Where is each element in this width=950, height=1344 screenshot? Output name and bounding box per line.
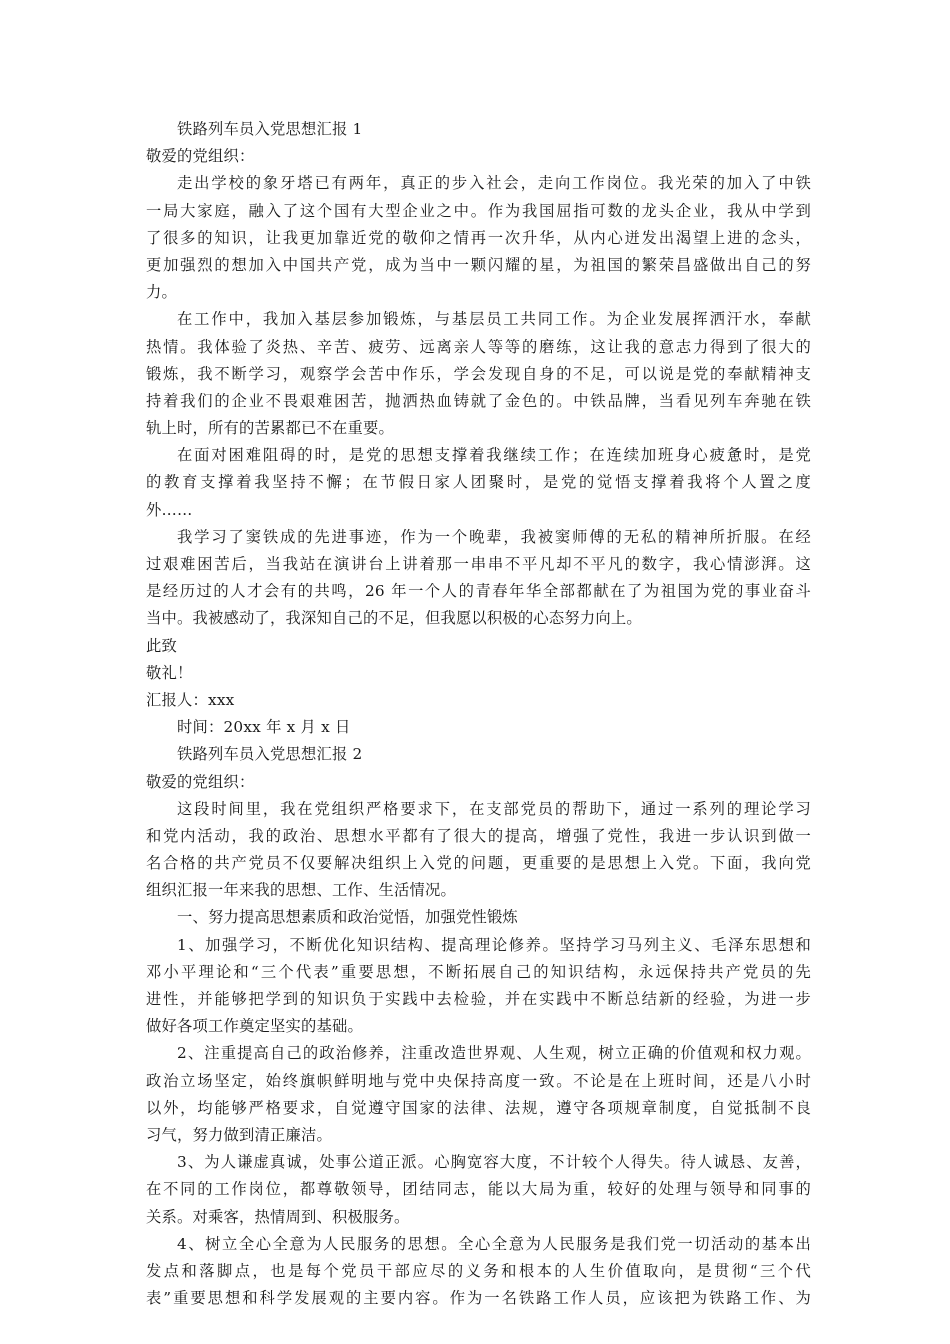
text-line: 名合格的共产党员不仅要解决组织上入党的问题，更重要的是思想上入党。下面，我向党 [146, 854, 811, 873]
text-line: 在面对困难阻碍的时，是党的思想支撑着我继续工作；在连续加班身心疲惫时，是党 [177, 446, 811, 465]
text-line: 更加强烈的想加入中国共产党，成为当中一颗闪耀的星，为祖国的繁荣昌盛做出自己的努 [146, 255, 811, 274]
text-line: 以外，均能够严格要求，自觉遵守国家的法律、法规，遵守各项规章制度，自觉抵制不良 [146, 1098, 811, 1117]
text-line: 一、努力提高思想素质和政治觉悟，加强党性锻炼 [177, 908, 518, 927]
text-line: 和党内活动，我的政治、思想水平都有了很大的提高，增强了党性，我进一步认识到做一 [146, 826, 811, 845]
text-line: 在不同的工作岗位，都尊敬领导，团结同志，能以大局为重，较好的处理与领导和同事的 [146, 1180, 811, 1199]
text-line: 铁路列车员入党思想汇报 1 [177, 120, 363, 138]
text-line: 进性，并能够把学到的知识负于实践中去检验，并在实践中不断总结新的经验，为进一步 [146, 990, 811, 1008]
text-line: 我学习了窦铁成的先进事迹，作为一个晚辈，我被窦师傅的无私的精神所折服。在经 [177, 527, 811, 546]
text-line: 这段时间里，我在党组织严格要求下，在支部党员的帮助下，通过一系列的理论学习 [177, 799, 811, 818]
text-line: 一局大家庭，融入了这个国有大型企业之中。作为我国屈指可数的龙头企业，我从中学到 [146, 201, 811, 220]
text-line: 敬爱的党组织： [146, 772, 255, 791]
text-line: 轨上时，所有的苦累都已不在重要。 [146, 419, 394, 438]
text-line: 走出学校的象牙塔已有两年，真正的步入社会，走向工作岗位。我光荣的加入了中铁 [177, 174, 811, 193]
text-line: 此致 [146, 636, 177, 655]
text-line: 过艰难困苦后，当我站在演讲台上讲着那一串串不平凡却不平凡的数字，我心情澎湃。这 [146, 555, 811, 573]
text-line: 当中。我被感动了，我深知自己的不足，但我愿以积极的心态努力向上。 [146, 609, 642, 628]
text-line: 外…… [146, 500, 193, 519]
text-line: 组织汇报一年来我的思想、工作、生活情况。 [146, 881, 456, 900]
text-line: 关系。对乘客，热情周到、积极服务。 [146, 1207, 410, 1226]
text-line: 政治立场坚定，始终旗帜鲜明地与党中央保持高度一致。不论是在上班时间，还是八小时 [146, 1071, 811, 1090]
text-line: 敬礼！ [146, 663, 193, 682]
text-line: 2、注重提高自己的政治修养，注重改造世界观、人生观，树立正确的价值观和权力观。 [177, 1044, 811, 1063]
text-line: 发点和落脚点，也是每个党员干部应尽的义务和根本的人生价值取向，是贯彻“三个代 [146, 1261, 811, 1280]
text-line: 敬爱的党组织： [146, 147, 255, 166]
text-line: 热情。我体验了炎热、辛苦、疲劳、远离亲人等等的磨练，这让我的意志力得到了很大的 [146, 337, 811, 356]
text-line: 力。 [146, 283, 177, 302]
text-line: 在工作中，我加入基层参加锻炼，与基层员工共同工作。为企业发展挥洒汗水，奉献 [177, 310, 811, 329]
text-line: 铁路列车员入党思想汇报 2 [177, 745, 363, 764]
text-line: 4、树立全心全意为人民服务的思想。全心全意为人民服务是我们党一切活动的基本出 [177, 1234, 811, 1253]
text-line: 持着我们的企业不畏艰难困苦，抛洒热血铸就了金色的。中铁品牌，当看见列车奔驰在铁 [146, 391, 811, 410]
text-line: 了很多的知识，让我更加靠近党的敬仰之情再一次升华，从内心迸发出渴望上进的念头， [146, 228, 811, 247]
text-line: 邓小平理论和“三个代表”重要思想，不断拓展自己的知识结构，永远保持共产党员的先 [146, 962, 811, 981]
text-line: 习气，努力做到清正廉洁。 [146, 1125, 332, 1144]
text-line: 做好各项工作奠定坚实的基础。 [146, 1017, 363, 1036]
document-body [146, 116, 811, 1312]
text-line: 的教育支撑着我坚持不懈；在节假日家人团聚时，是党的觉悟支撑着我将个人置之度 [146, 473, 811, 492]
text-line: 时间：20xx 年 x 月 x 日 [177, 718, 351, 737]
text-line: 3、为人谦虚真诚，处事公道正派。心胸宽容大度，不计较个人得失。待人诚恳、友善， [177, 1153, 811, 1172]
text-line: 1、加强学习，不断优化知识结构、提高理论修养。坚持学习马列主义、毛泽东思想和 [177, 935, 811, 954]
text-line: 是经历过的人才会有的共鸣，26 年一个人的青春年华全部都献在了为祖国为党的事业奋斗 [146, 582, 811, 601]
text-line: 锻炼，我不断学习，观察学会苦中作乐，学会发现自身的不足，可以说是党的奉献精神支 [146, 364, 811, 383]
text-line: 汇报人：xxx [146, 690, 235, 709]
text-line: 表”重要思想和科学发展观的主要内容。作为一名铁路工作人员，应该把为铁路工作、为 [146, 1289, 811, 1308]
